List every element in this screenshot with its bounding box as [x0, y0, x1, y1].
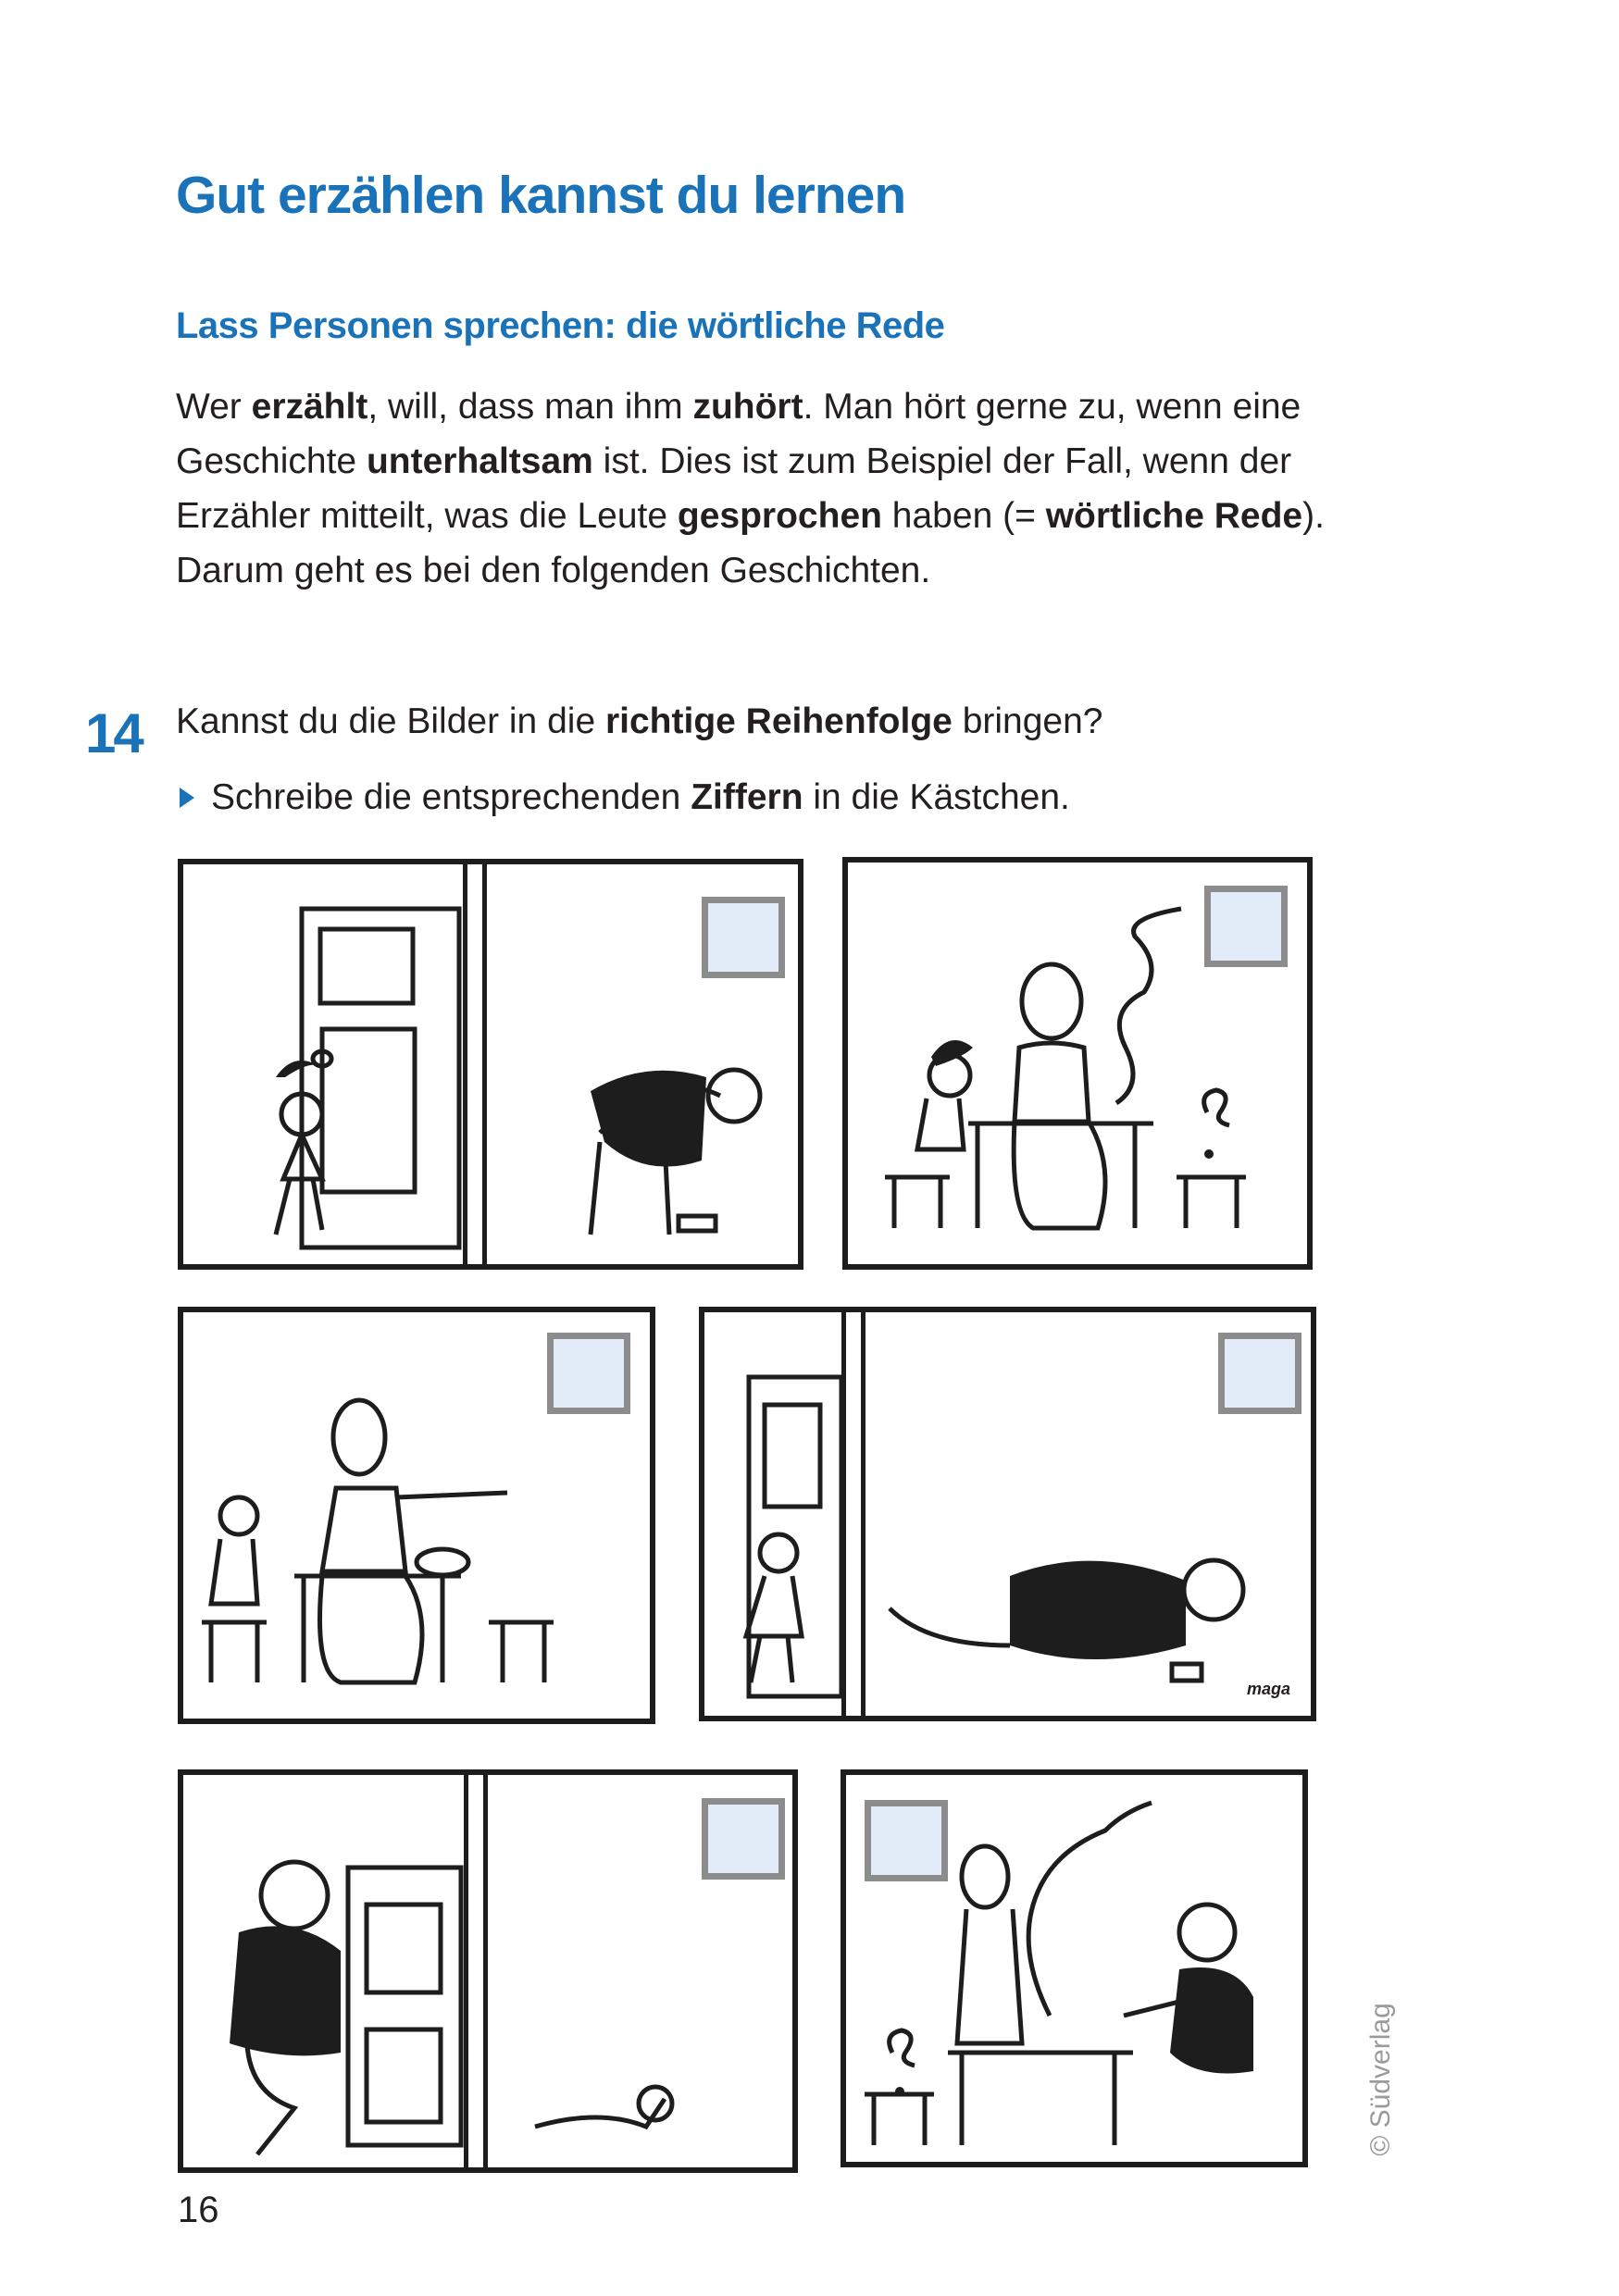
text-run: Geschichte [176, 441, 367, 481]
emphasis-text: zuhört [692, 387, 803, 427]
page-number: 16 [178, 2190, 219, 2230]
comic-panel-3 [178, 1307, 655, 1724]
question-emphasis: richtige Reihenfolge [604, 701, 953, 741]
instruction-text-end: in die Kästchen. [803, 777, 1070, 817]
question-text: Kannst du die Bilder in die [176, 701, 605, 741]
copyright-notice: © Südverlag [1365, 2003, 1396, 2156]
emphasis-text: wörtliche Rede [1045, 496, 1303, 536]
answer-box-5[interactable] [702, 1798, 785, 1880]
page-title: Gut erzählen kannst du lernen [176, 166, 906, 225]
answer-box-1[interactable] [702, 897, 785, 978]
comic-panel-4 [699, 1307, 1316, 1721]
text-run: . Man hört gerne zu, wenn eine [803, 387, 1301, 427]
instruction-emphasis: Ziffern [691, 777, 803, 817]
text-run: ist. Dies ist zum Beispiel der Fall, wenn der [592, 441, 1292, 481]
intro-line [176, 489, 1472, 543]
question-text-end: bringen? [952, 701, 1103, 741]
answer-box-3[interactable] [547, 1333, 630, 1414]
section-subtitle: Lass Personen sprechen: die wörtliche Rede [176, 305, 945, 346]
intro-line [176, 543, 1472, 598]
comic-panel-6 [841, 1769, 1308, 2167]
triangle-bullet-icon [180, 788, 194, 808]
text-run: Darum geht es bei den folgenden Geschichten. [176, 551, 931, 590]
emphasis-text: gesprochen [677, 496, 882, 536]
intro-line [176, 379, 1472, 434]
text-run: Wer [176, 387, 252, 427]
answer-box-6[interactable] [865, 1800, 948, 1881]
exercise-number: 14 [85, 702, 142, 764]
text-run: ). [1302, 496, 1325, 536]
emphasis-text: unterhaltsam [366, 441, 593, 481]
comic-panel-2 [842, 857, 1313, 1270]
comic-panel-5 [178, 1769, 798, 2173]
text-run: Erzähler mitteilt, was die Leute [176, 496, 678, 536]
answer-box-4[interactable] [1218, 1333, 1301, 1414]
exercise-question [176, 701, 1103, 742]
intro-paragraph [176, 379, 1472, 598]
intro-line [176, 434, 1472, 489]
text-run: haben (= [881, 496, 1046, 536]
artist-signature: maga [1246, 1680, 1290, 1698]
exercise-instruction [176, 777, 1070, 818]
comic-panel-1 [178, 859, 803, 1270]
instruction-text: Schreibe die entsprechenden [211, 777, 691, 817]
emphasis-text: erzählt [251, 387, 368, 427]
answer-box-2[interactable] [1204, 886, 1288, 967]
text-run: , will, dass man ihm [367, 387, 693, 427]
